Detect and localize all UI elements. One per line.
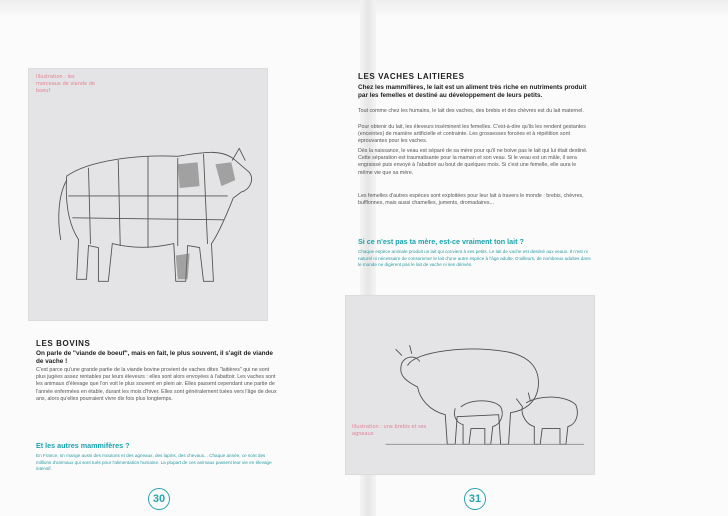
page-number-right: 31 <box>464 488 486 510</box>
maman-lait-title: Si ce n'est pas ta mère, est-ce vraiment ton lait ? <box>358 237 524 246</box>
sheep-illustration-note: Illustration : une brebis et ses agneaux <box>352 424 427 437</box>
vaches-body-1: Tout comme chez les humains, le lait des vaches, des brebis et des chèvres est du lait maternel. <box>358 108 584 114</box>
vaches-laitieres-title: LES VACHES LAITIERES <box>358 72 465 81</box>
sheep-illustration <box>345 295 595 475</box>
autres-mammiferes-title: Et les autres mammifères ? <box>36 441 130 450</box>
maman-lait-body: Chaque espèce animale produit un lait qui convient à ses petits. Le lait de vache est destiné aux veaux. Il n'est ni naturel ni nécessaire de consommer le lait d'une autre espèce à l'âge adulte. D'ailleurs, de nombreux adultes dans le monde ne digèrent pas le lait de vache ni ses dérivés. <box>358 249 591 268</box>
bovins-body: C'est parce qu'une grande partie de la viande bovine provient de vaches dites "laitières" qui ne sont plus jugées assez rentables par leurs éleveurs : elles sont alors envoyées à l'abattoir. Les vaches sont les animaux d'élevage que l'on voit le plus souvent en plein air. Elles passent cependant une partie de l'année enfermées en étable, durant les mois d'hiver. Elles sont généralement tuées vers l'âge de deux ans, alors qu'elles pourraient vivre dix fois plus longtemps. <box>36 367 277 402</box>
bovins-title: LES BOVINS <box>36 339 91 348</box>
bovins-lead: On parle de "viande de boeuf", mais en fait, le plus souvent, il s'agit de viande de vache ! <box>36 350 273 365</box>
vaches-body-2: Pour obtenir du lait, les éleveurs inséminent les femelles. C'est-à-dire qu'ils les rendent gestantes (enceintes) de manière artificielle et contrainte. Les grossesses forcées et à répétition sont éprouvantes pour les vaches. <box>358 124 586 145</box>
vaches-body-4: Les femelles d'autres espèces sont exploitées pour leur lait à travers le monde : brebis, chèvres, bufflonnes, mais aussi chamelles, juments, dromadaires... <box>358 193 584 207</box>
cow-drawing <box>29 69 267 320</box>
vaches-laitieres-lead: Chez les mammifères, le lait est un aliment très riche en nutriments produit par les femelles et destiné au développement de leurs petits. <box>358 84 587 99</box>
autres-mammiferes-body: En France, on mange aussi des moutons et des agneaux, des lapins, des chevaux... Chaque année, ce sont des millions d'animaux qui sont tués pour l'alimentation humaine. La plupart de ces animaux passent leur vie en élevage intensif. <box>36 453 272 472</box>
cow-illustration-note: Illustration : les morceaux de viande de boeuf <box>36 74 95 94</box>
vaches-body-3: Dès la naissance, le veau est séparé de sa mère pour qu'il ne boive pas le lait qui lui était destiné. Cette séparation est traumatisante pour la maman et son veau. Si le veau est un mâle, il sera engraissé puis envoyé à l'abattoir au bout de quelques mois. Si c'est une femelle, elle aura le même vie que sa mère. <box>358 148 588 176</box>
page-number-left: 30 <box>148 488 170 510</box>
sheep-drawing <box>346 296 594 474</box>
cow-cuts-illustration <box>28 68 268 321</box>
